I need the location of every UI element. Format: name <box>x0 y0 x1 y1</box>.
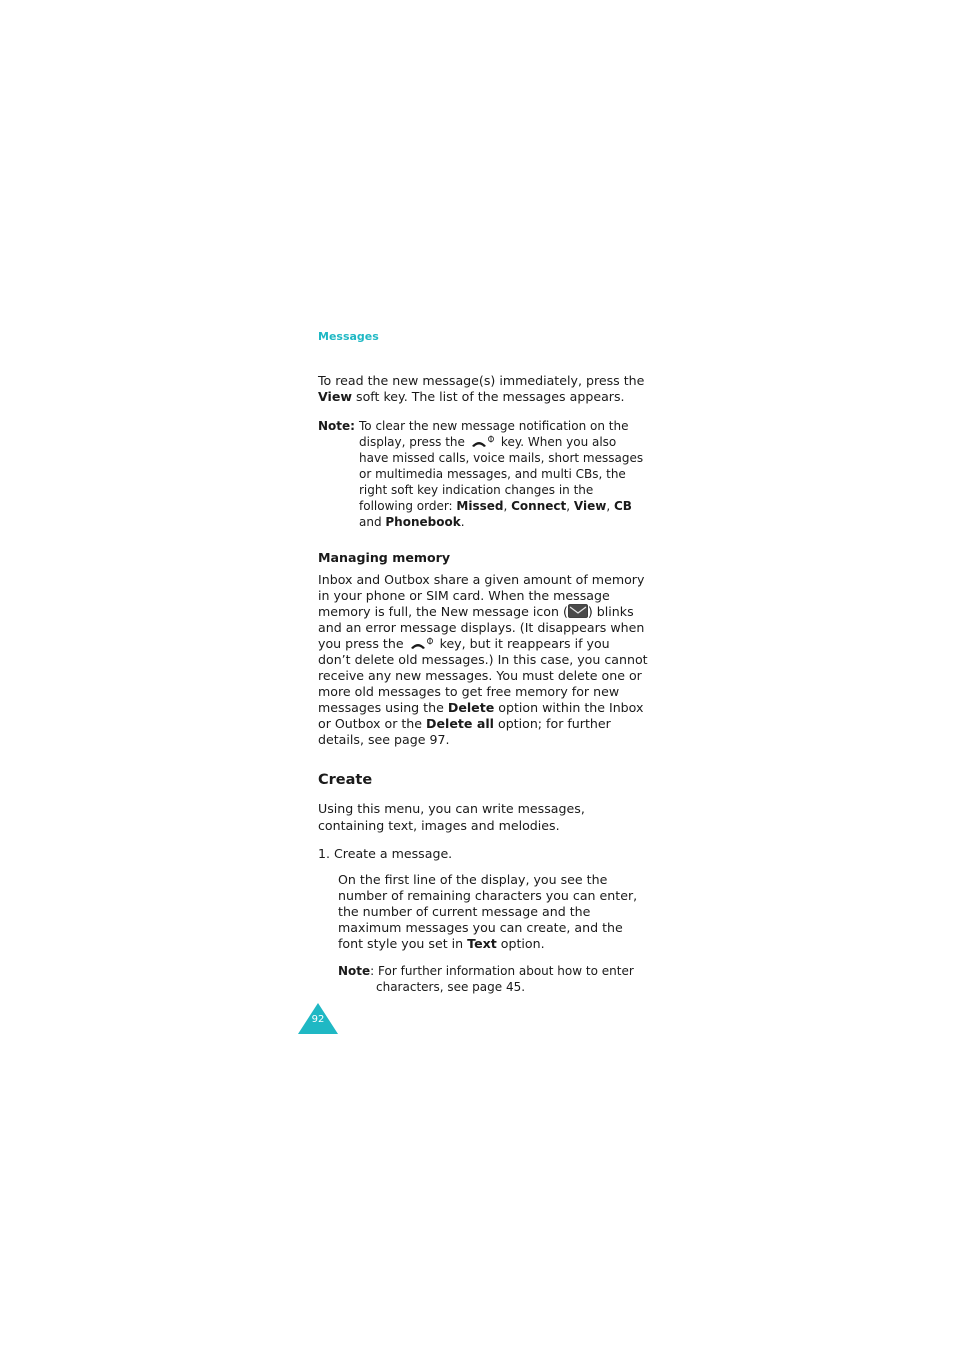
step-1-detail: On the first line of the display, you see the number of remaining characters you can enter, the number of current message and the maximum messages you can create, and the font style you set in Text option. <box>338 872 638 951</box>
intro-line-1: To read the new message(s) immediately, press the <box>318 373 645 388</box>
create-note: Note: For further information about how to enter characters, see page 45. <box>338 964 634 994</box>
page-number: 92 <box>311 1014 325 1025</box>
new-message-icon <box>568 604 588 618</box>
phone-end-key-icon <box>408 637 436 651</box>
note-body: To clear the new message notification on the display, press the key. When you also have missed calls, voice mails, short messages or multimedia messages, and multi CBs, the right soft key indication changes in the following order: Missed, Connect, View, CB and Phonebook. <box>359 419 644 529</box>
managing-memory-heading: Managing memory <box>318 550 451 565</box>
step-1: 1. Create a message. <box>318 846 453 861</box>
note-label: Note <box>338 964 371 978</box>
intro-line-2: View soft key. The list of the messages appears. <box>318 389 625 404</box>
page-number-badge <box>298 1003 338 1035</box>
intro-paragraph <box>318 373 644 405</box>
section-label: Messages <box>318 330 379 343</box>
memory-paragraph: Inbox and Outbox share a given amount of memory in your phone or SIM card. When the message memory is full, the New message icon ( ) blinks and an error message displays. (It disappears when you press the key, but it reappears if you don’t delete old messages.) In this case, you cannot receive any new messages. You must delete one or more old messages to get free memory for new messages using the Delete option within the Inbox or Outbox or the Delete all option; for further details, see page 97. <box>318 572 648 747</box>
create-heading: Create <box>318 772 373 788</box>
create-intro: Using this menu, you can write messages, containing text, images and melodies. <box>318 801 585 833</box>
view-key-label: View <box>318 389 353 404</box>
note-label: Note: <box>318 419 355 433</box>
phone-end-key-icon <box>469 435 497 449</box>
